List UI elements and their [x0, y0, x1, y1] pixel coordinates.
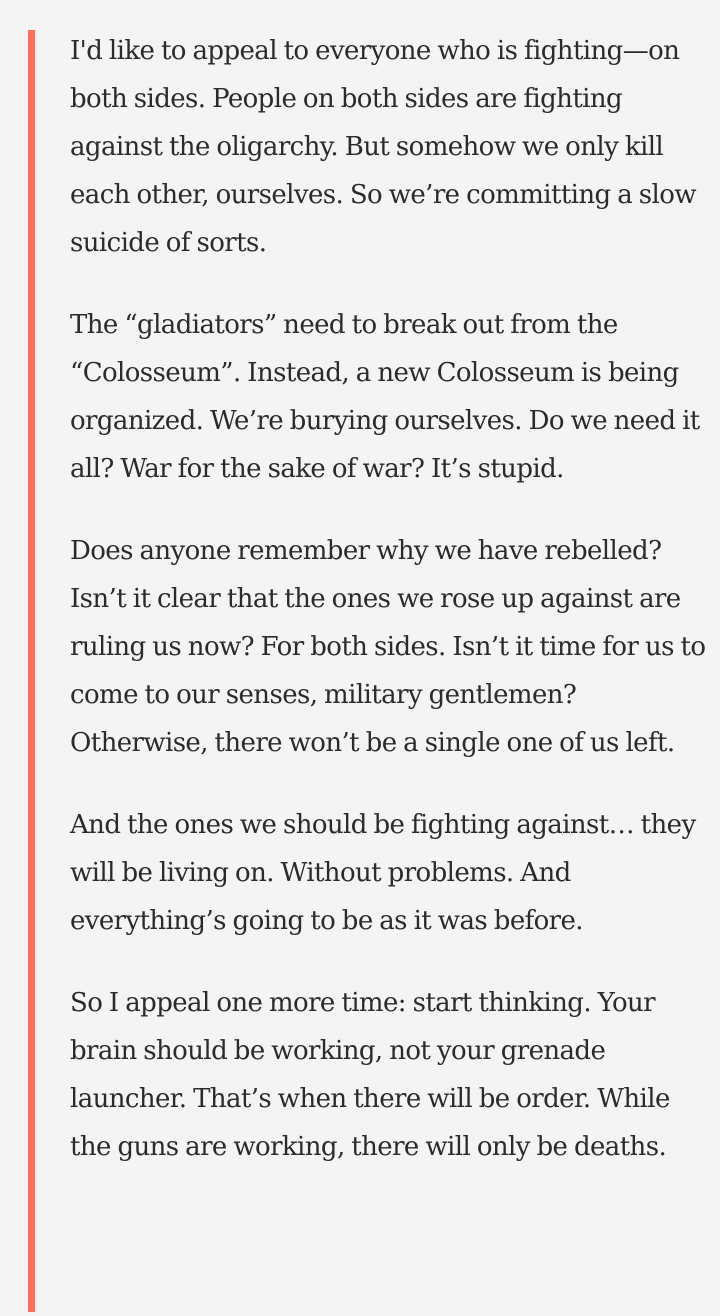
quote-paragraph-3: Does anyone remember why we have rebelled? Isn’t it clear that the ones we rose up against are ruling us now? For both sides. Isn’t it time for us to come to our senses, military gentlemen? Otherwise, there won’t be a single one of us left. — [70, 536, 706, 758]
quote-paragraph-5: So I appeal one more time: start thinking. Your brain should be working, not your grenade launcher. That’s when there will be order. While the guns are working, there will only be deaths. — [70, 988, 670, 1162]
quote-paragraph-2: The “gladiators” need to break out from the “Colosseum”. Instead, a new Colosseum is being organized. We’re burying ourselves. Do we need it all? War for the sake of war? It’s stupid. — [70, 310, 700, 484]
quote-paragraph-4: And the ones we should be fighting against… they will be living on. Without problems. And everything’s going to be as it was before. — [70, 810, 696, 936]
blockquote — [70, 27, 706, 1205]
quote-paragraph-1: I'd like to appeal to everyone who is fighting—on both sides. People on both sides are fighting against the oligarchy. But somehow we only kill each other, ourselves. So we’re committing a slow suicide of sorts. — [70, 36, 696, 258]
blockquote-accent-bar — [28, 30, 35, 1312]
